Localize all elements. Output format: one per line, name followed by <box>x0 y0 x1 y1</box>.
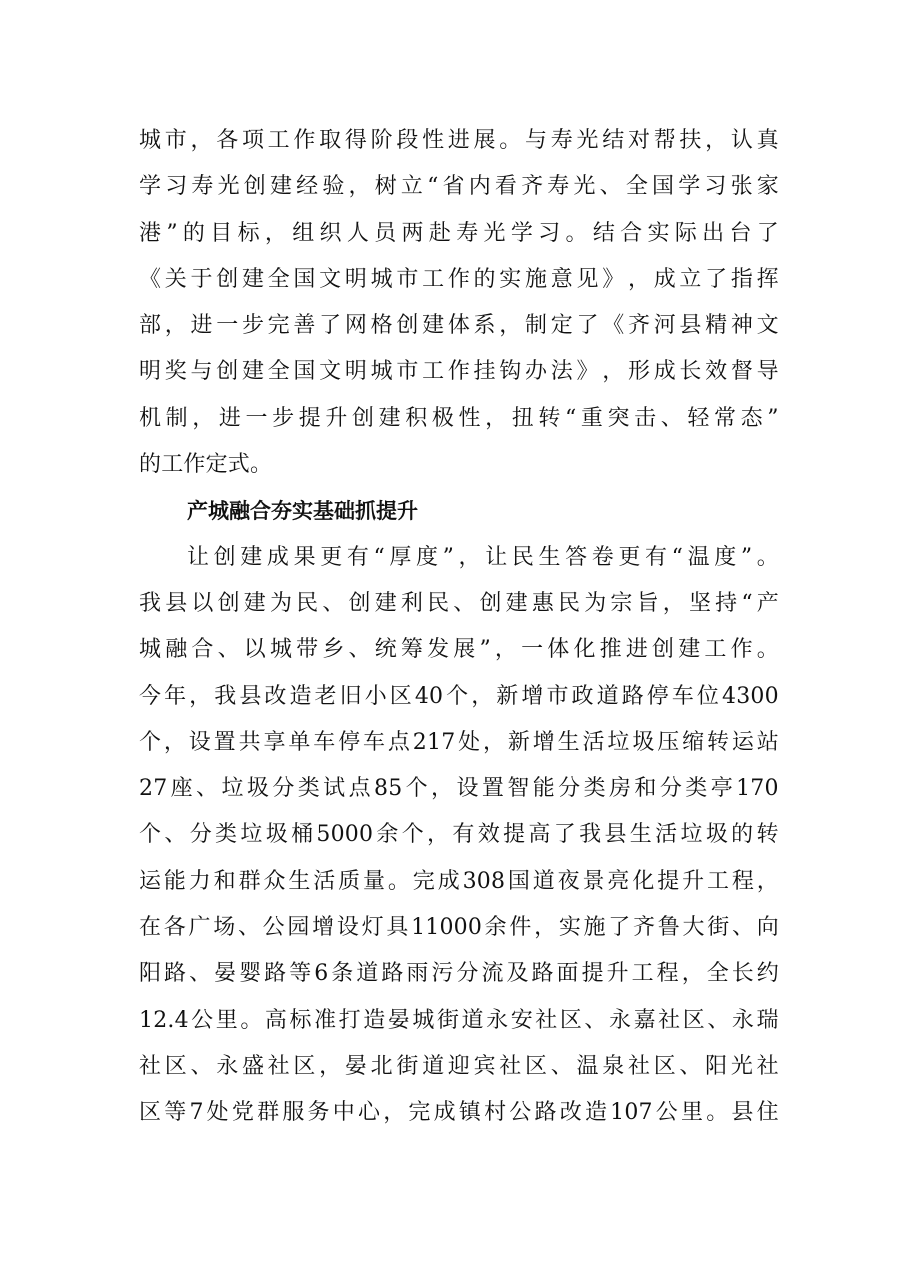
paragraph-line: 区 等 7 处 党 群 服 务 中 心 ， 完 成 镇 村 公 路 改 造 107 公 里 。 县 住 <box>139 1100 779 1126</box>
paragraph-line: 个 、 分 类 垃 圾 桶 5000 余 个 ， 有 效 提 高 了 我 县 生 活 垃 圾 的 转 <box>139 822 779 848</box>
paragraph-line: 27 座 、 垃 圾 分 类 试 点 85 个 ， 设 置 智 能 分 类 房 和 分 类 亭 170 <box>139 776 779 802</box>
paragraph-line: 港 ” 的 目 标 ， 组 织 人 员 两 赴 寿 光 学 习 。 结 合 实 际 出 台 了 <box>139 220 779 246</box>
paragraph-line-first: 让 创 建 成 果 更 有 “ 厚 度 ” ， 让 民 生 答 卷 更 有 “ 温 度 ” 。 <box>187 544 779 570</box>
paragraph-line: 阳 路 、 晏 婴 路 等 6 条 道 路 雨 污 分 流 及 路 面 提 升 工 程 ， 全 长 约 <box>139 961 779 987</box>
paragraph-line: 《 关 于 创 建 全 国 文 明 城 市 工 作 的 实 施 意 见 》 ， 成 立 了 指 挥 <box>139 266 779 292</box>
paragraph-line: 城 市 ， 各 项 工 作 取 得 阶 段 性 进 展 。 与 寿 光 结 对 帮 扶 ， 认 真 <box>139 128 779 153</box>
paragraph-line-last: 的工作定式。 <box>139 452 273 478</box>
paragraph-line: 社 区 、 永 盛 社 区 ， 晏 北 街 道 迎 宾 社 区 、 温 泉 社 区 、 阳 光 社 <box>139 1053 779 1079</box>
paragraph-line: 学 习 寿 光 创 建 经 验 ， 树 立 “ 省 内 看 齐 寿 光 、 全 国 学 习 张 家 <box>139 174 779 200</box>
paragraph-line: 12.4 公 里 。 高 标 准 打 造 晏 城 街 道 永 安 社 区 、 永 嘉 社 区 、 永 瑞 <box>139 1007 779 1033</box>
paragraph-line: 运 能 力 和 群 众 生 活 质 量 。 完 成 308 国 道 夜 景 亮 化 提 升 工 程 ， <box>139 868 779 894</box>
paragraph-line: 今 年 ， 我 县 改 造 老 旧 小 区 40 个 ， 新 增 市 政 道 路 停 车 位 4300 <box>139 683 779 709</box>
document-body <box>139 118 779 1137</box>
paragraph-line: 机 制 ， 进 一 步 提 升 创 建 积 极 性 ， 扭 转 “ 重 突 击 、 轻 常 态 ” <box>139 405 779 431</box>
paragraph-line: 部 ， 进 一 步 完 善 了 网 格 创 建 体 系 ， 制 定 了 《 齐 河 县 精 神 文 <box>139 313 779 339</box>
paragraph-line: 在 各 广 场 、 公 园 增 设 灯 具 11000 余 件 ， 实 施 了 齐 鲁 大 街 、 向 <box>139 915 779 941</box>
section-heading: 产城融合夯实基础抓提升 <box>187 499 418 524</box>
paragraph-line: 明 奖 与 创 建 全 国 文 明 城 市 工 作 挂 钩 办 法 》 ， 形 成 长 效 督 导 <box>139 359 779 385</box>
paragraph-line: 城 融 合 、 以 城 带 乡 、 统 筹 发 展 ” ， 一 体 化 推 进 创 建 工 作 。 <box>139 637 779 663</box>
paragraph-line: 我 县 以 创 建 为 民 、 创 建 利 民 、 创 建 惠 民 为 宗 旨 ， 坚 持 “ 产 <box>139 590 779 616</box>
paragraph-line: 个 ， 设 置 共 享 单 车 停 车 点 217 处 ， 新 增 生 活 垃 圾 压 缩 转 运 站 <box>139 729 779 755</box>
